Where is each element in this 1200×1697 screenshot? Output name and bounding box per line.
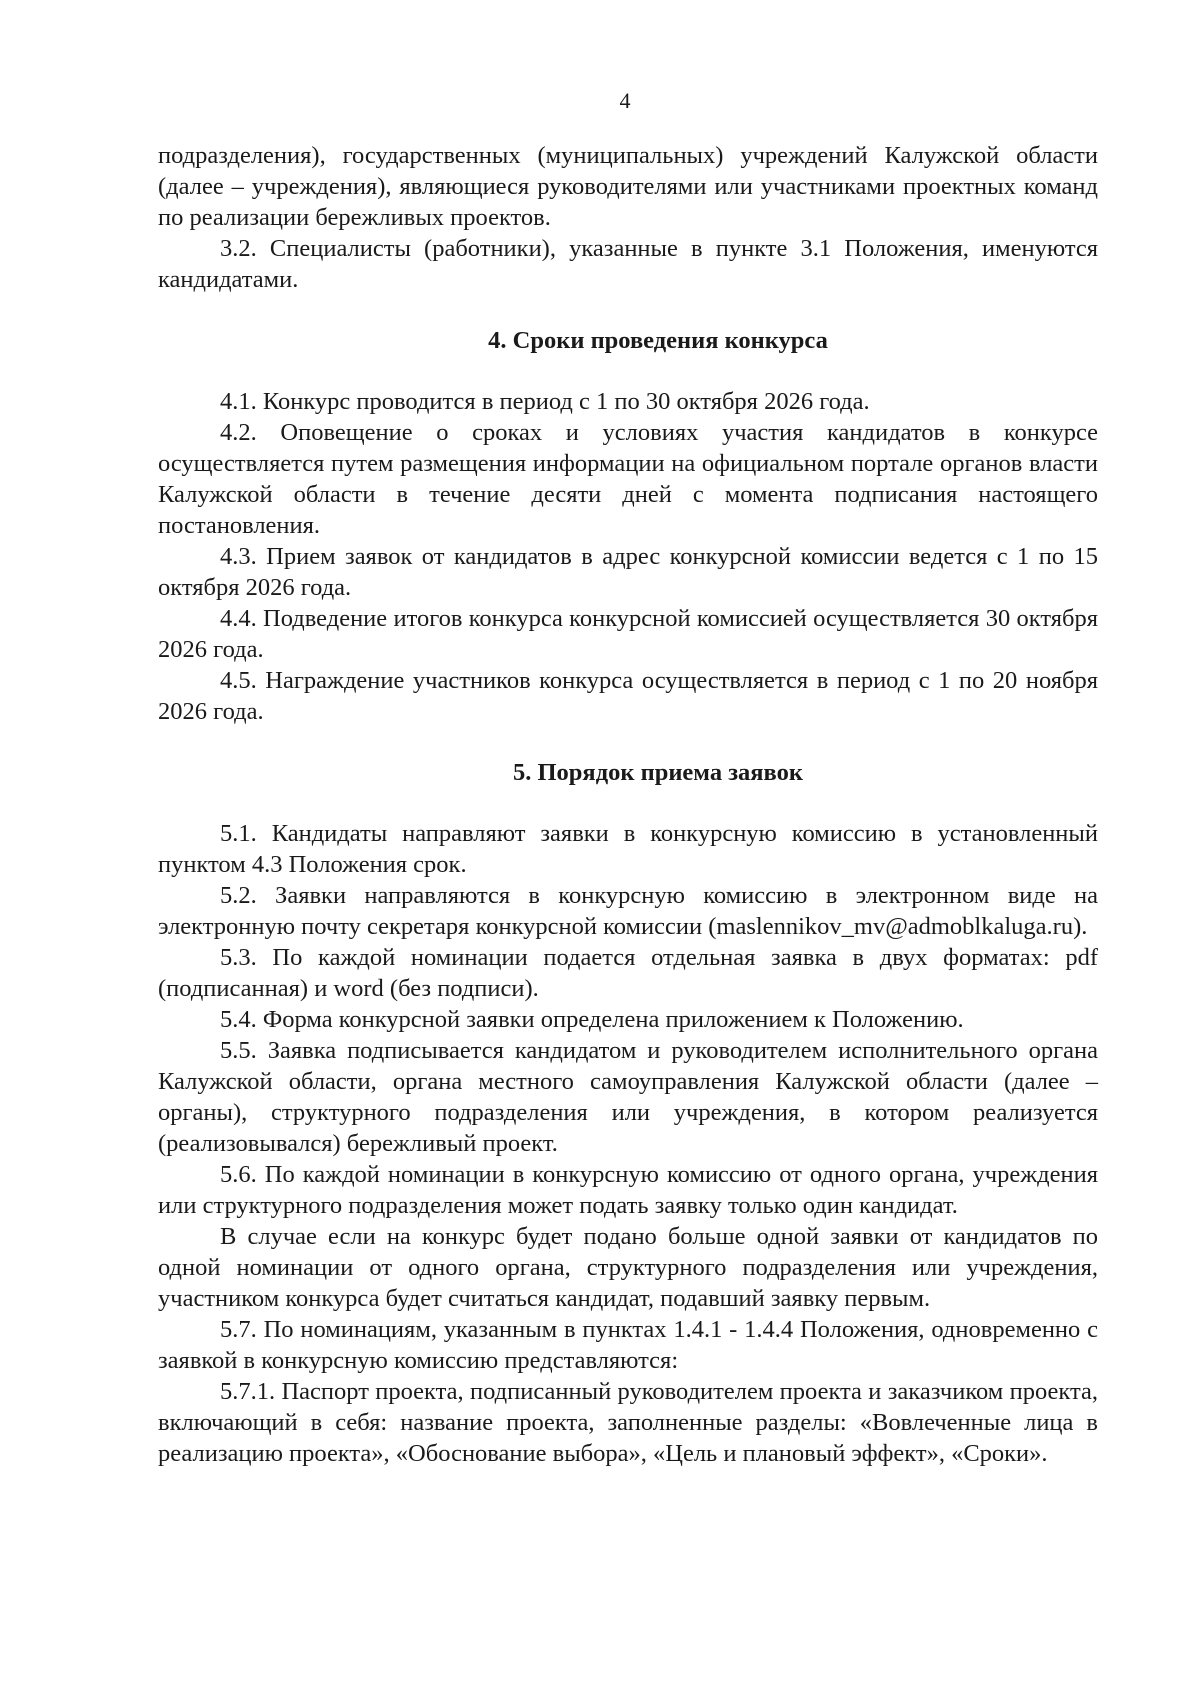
- paragraph-4-3: 4.3. Прием заявок от кандидатов в адрес конкурсной комиссии ведется с 1 по 15 октября 2026 года.: [158, 543, 1098, 601]
- paragraph-5-1: 5.1. Кандидаты направляют заявки в конкурсную комиссию в установленный пунктом 4.3 Положения срок.: [158, 820, 1098, 878]
- paragraph-4-2: 4.2. Оповещение о сроках и условиях участия кандидатов в конкурсе осуществляется путем размещения информации на официальном портале органов власти Калужской области в течение десяти дней с момента подписания настоящего постановления.: [158, 419, 1098, 539]
- paragraph-4-5: 4.5. Награждение участников конкурса осуществляется в период с 1 по 20 ноября 2026 года.: [158, 667, 1098, 725]
- paragraph-4-1: 4.1. Конкурс проводится в период с 1 по 30 октября 2026 года.: [220, 388, 870, 415]
- page-number: 4: [619, 88, 631, 113]
- paragraph-4-4: 4.4. Подведение итогов конкурса конкурсной комиссией осуществляется 30 октября 2026 года.: [158, 605, 1098, 663]
- section-4-heading: 4. Сроки проведения конкурса: [488, 327, 828, 354]
- paragraph-5-5: 5.5. Заявка подписывается кандидатом и руководителем исполнительного органа Калужской области, органа местного самоуправления Калужской области (далее – органы), структурного подразделения или учреждения, в котором реализуется (реализовывался) бережливый проект.: [158, 1037, 1098, 1157]
- paragraph-5-6-note: В случае если на конкурс будет подано больше одной заявки от кандидатов по одной номинации от одного органа, структурного подразделения или учреждения, участником конкурса будет считаться кандидат, подавший заявку первым.: [158, 1223, 1098, 1312]
- section-5-heading: 5. Порядок приема заявок: [513, 759, 803, 786]
- paragraph-5-7-1: 5.7.1. Паспорт проекта, подписанный руководителем проекта и заказчиком проекта, включающий в себя: название проекта, заполненные разделы: «Вовлеченные лица в реализацию проекта», «Обоснование выбора», «Цель и плановый эффект», «Сроки».: [158, 1378, 1098, 1467]
- paragraph-5-6: 5.6. По каждой номинации в конкурсную комиссию от одного органа, учреждения или структурного подразделения может подать заявку только один кандидат.: [158, 1161, 1098, 1219]
- paragraph-5-2: 5.2. Заявки направляются в конкурсную комиссию в электронном виде на электронную почту секретаря конкурсной комиссии (maslennikov_mv@admoblkaluga.ru).: [158, 882, 1098, 940]
- document-body: [158, 140, 1098, 1469]
- paragraph-3-2: 3.2. Специалисты (работники), указанные в пункте 3.1 Положения, именуются кандидатами.: [158, 235, 1098, 293]
- paragraph-5-3: 5.3. По каждой номинации подается отдельная заявка в двух форматах: pdf (подписанная) и word (без подписи).: [158, 944, 1098, 1002]
- paragraph-5-4: 5.4. Форма конкурсной заявки определена приложением к Положению.: [220, 1006, 964, 1033]
- paragraph-continuation: подразделения), государственных (муниципальных) учреждений Калужской области (далее – учреждения), являющиеся руководителями или участниками проектных команд по реализации бережливых проектов.: [158, 142, 1098, 231]
- paragraph-5-7: 5.7. По номинациям, указанным в пунктах 1.4.1 - 1.4.4 Положения, одновременно с заявкой в конкурсную комиссию представляются:: [158, 1316, 1098, 1374]
